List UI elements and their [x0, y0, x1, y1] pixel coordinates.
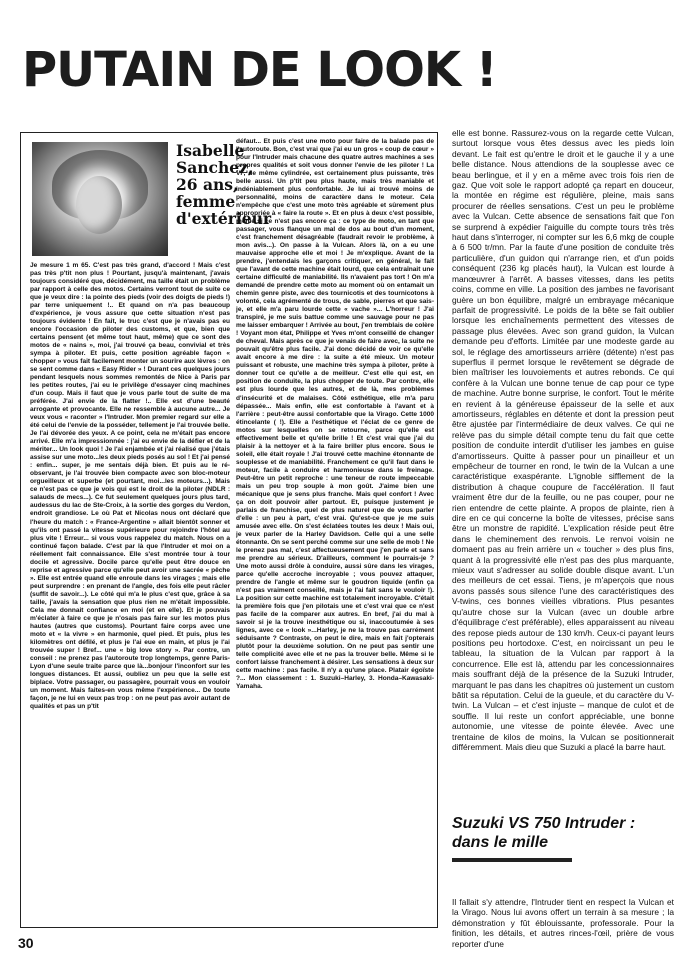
- profile-age: 26 ans,: [176, 175, 239, 194]
- section-subheading: [452, 814, 674, 852]
- testimonial-column-middle: défaut... Et puis c'est une moto pour faire de la balade pas de l'autoroute. Bon, c'est vrai que j'ai eu un gros « coup de cœur » pour l'Intruder mais chacune des quatre autres machines a ses propres qualités et soit vous donner l'envie de les piloter ! La VF, de même cylindrée, est certainement plus puissante, très belle aussi. Un p'tit peu plus haute, mais très maniable et indéniablement plus confortable. Je lui ai trouvé moins de personnalité, moins de caractère dans le moteur. Cela n'empêche que c'est une moto très agréable et sûrement plus appropriée à « faire la route ». Et en plus à deux c'est possible, même si ce n'est pas encore ça : ce type de moto, en tant que passager, vous flanque un mal de dos au bout d'un moment, c'est franchement désagréable (faudrait revoir le problème, à mon avis...). On passe à la Vulcan. Alors là, on a eu une mauvaise approche elle et moi ! Je m'explique. Avant de la prendre, j'entendais les garçons critiquer, en général, le fait que l'avant de cette machine était lourd, que cela entraînait une certaine difficulté de maniabilité. Ils n'avaient pas tort ! On m'a demandé de prendre cette moto au moment où on entamait un chemin genre piste, avec des tournicotis et des tournicotons à volonté, cela agrémenté de trous, de sable, pierres et que sais-je, et elle m'a paru lourde cette « vache »... L'horreur ! J'ai transpiré, je me suis battue comme une sauvage pour ne pas me laisser embarquer ! Arrivée au bout, j'en tremblais de colère ! Voyant mon état, Philippe et Yves m'ont conseillé de changer de cheval. Mais après ce que je venais de faire avec, la suite ne pouvait qu'être plus facile. J'ai donc décidé de voir ce qu'elle avait encore à me dire : la suite a été mieux. Un moteur puissant et robuste, une machine très sympa à piloter, prête à donner tout ce qu'elle a de meilleur. C'est elle qui est, en position de conduite, la plus chopper de toute. Par contre, elle est plus lourde que les autres, et de là, mes problèmes d'insécurité et de malaises. Côté esthétique, elle m'a paru dépassée... Mais enfin, elle est confortable à l'avant et à l'arrière : peut-être aussi confortable que la Virago. Cette 1000 étincelante ( !). Elle a l'esthétique et l'éclat de ce genre de motos sur lesquelles on se retourne, parce qu'elle est effectivement belle et qu'elle brille ! Et c'est vrai que j'ai du plaisir à la nettoyer et à la faire briller plus encore. Sous le soleil, elle était royale ! J'ai trouvé cette machine étonnante de souplesse et de maniabilité. Franchement ce qu'il faut dans le moteur, facile à conduire et harmonieuse dans le freinage. Peut-être un petit reproche : une teneur de route impeccable mais un peu trop souple à mon goût. J'aime bien une mécanique que je sens plus franche. Mais quel confort ! Avec ça on doit pouvoir aller partout. Et, puisque justement je parlais de franchise, quel de plus naturel que de vous parler d'elle : un peu à part, c'est vrai. Qu'est-ce que je me suis amusée avec elle. On s'est éclatées toutes les deux ! Mais oui, je veux parler de la Harley Davidson. Celle qui a une selle étonnante. On se sent perché comme sur une selle de mob ! Ne le prenez pas mal, c'est affectueusement que j'en parle et sans me prendre au sérieux. D'ailleurs, comment le pourrais-je ? Une moto aussi drôle à conduire, aussi sûre dans les virages, parce qu'elle accroche incroyable ; vous pouvez attaquer, prendre de l'angle et même sur le goudron liquide (enfin ça n'est pas vraiment conseillé, mais je l'ai fait sans le vouloir !). La position sur cette machine est totalement incroyable. C'était la première fois que j'en pilotais une et c'est vrai que ce n'est pas facile de la comparer aux autres. En bref, j'ai du mal à savoir si je la trouve inesthétique ou si, inaccoutumée à ses lignes, avec ce « look »...Harley, je ne la trouve pas carrément séduisante ? Contraste, on peut le dire, mais en fait j'opterais plutôt pour la deuxième solution. On ne peut pas sentir une telle complicité avec elle et ne pas la trouver belle. Même si le confort laisse franchement à désirer. Les sensations à deux sur cette machine : pas facile. Il n'y a qu'une place. Platair égoïste ?... Mon classement : 1. Suzuki–Harley, 3. Honda–Kawasaki-Yamaha.: [236, 138, 434, 691]
- page-number: 30: [18, 935, 34, 951]
- article-column-right: elle est bonne. Rassurez-vous on la regarde cette Vulcan, surtout lorsque vous êtes dessus avec les pieds loin devant. Le fait est qu'entre le droit et le gauche il y a une belle distance. Nous attendions de la souplesse avec ce beau berlingue, et il y en a même avec trois fois rien de gaz. Que voit sole le rapport adopté ça repart en douceur, la montée en régime est régulière, pleine, mais sans procurer de réelles sensations. C'est un peu le problème avec la Vulcan. Cette absence de sensations fait que l'on se surprend à expédier l'aiguille du compte tours très très haut dans s'interroger, ni compter sur les 6,6 mkg de couple à 6 500 tr/mn. Par la faute d'une position de conduite très particulière, d'un guidon qui n'arrange rien, et d'un poids conséquent (236 kg placés haut), la Vulcan est lourde à manœuvrer à l'arrêt. A basses vitesses, dans les petits coins, comme en ville. La position des jambes ne favorisant guère un bon équilibre, malgré un embrayage mécanique parfait de progressivité. Le poids de la bête se fait oublier lorsque les enchaînements permettent des vitesses de passage plus élevées. Avec son grand guidon, la Vulcan demande peu d'efforts. Limitée par une modeste garde au sol, le réglage des amortisseurs arrière (détente) n'est pas superflus il permet lorsque le revêtement se dégrade de bien maîtriser les louvoiements et autres rebonds. Ce qui confère à la Vulcan une bonne tenue de cap pour ce type de machine. Autre bonne surprise, le confort. Tout le mérite en revient à la généreuse épaisseur de la selle et aux amortisseurs, réglables en détente et dont la pression peut être ajustée par l'intermédiaire de deux valves. Ce qui ne relève pas du simple détail compte tenu du fait que cette position de conduite interdit d'utiliser les jambes en guise d'amortisseurs. Quitte à passer pour un pinailleur et un empêcheur de tourner en rond, le twin de la Vulcan a une caractéristique exaspérante. L'ignoble sifflement de la distribution à chaque coupure de l'accélération. Il faut vraiment être dur de la feuille, ou ne pas couper, pour ne rien entendre de cette plainte. A propos de plainte, rien à dire en ce qui concerne la boîte de vitesses, précise sans être un monstre de rapidité. L'explication réside peut être dans le cheminement des renvois. Le renvoi voisin ne domaent pas au frein arrière un « toucher » des plus fins, quant à la progressivité elle n'est pas des plus marquante, mieux vaut s'adresser au solide double disque avant. L'un des meilleurs de cet essai. Tiens, je m'aperçois que nous avons passés sous silence l'une des caractéristiques des V-twins, ces bonnes vieilles vibrations. Plus pesantes qu'autre chose sur la Vulcan (avec un double arbre d'équilibrage c'est préférable), elles apparaissent au niveau des repose pieds autour de 130 km/h. Ceux-ci payant leurs positions peu hortodoxe. C'est, en noircissant un peu le tableau, la situation de la Vulcan par rapport à la concurrence. Elle est là, attendu par les concessionnaires mais souffrant déjà de la présence de la Suzuki Intruder, marquant le pas dans les chapitres où justement un custom bâtit sa réputation. Celui de la gueule, et du caractère du V-twin. La Vulcan – et c'est injuste – manque de culot et de souffle. Il lui reste un confort appréciable, une bonne autonomie, une vitesse de pointe élevée. Avec une trentaine de kilos de moins, la Vulcan se positionnerait différemment. Mais dieu que Suzuki a placé la barre haut.: [452, 128, 674, 752]
- article-continuation: Il fallait s'y attendre, l'Intruder tient en respect la Vulcan et la Virago. Nous lui avons offert un terrain à sa mesure ; la démonstration y fût éblouissante, professorale. Pour la finition, les détails, et autres rinces-l'œil, prière de vous reporter d'une: [452, 897, 674, 949]
- page-headline: PUTAIN DE LOOK !: [22, 42, 497, 98]
- profile-name-last: Sanchez,: [176, 158, 254, 177]
- profile-role-2: d'extérieur: [176, 209, 272, 228]
- subheading-rule: [452, 858, 572, 862]
- testimonial-column-left: Je mesure 1 m 65. C'est pas très grand, d'accord ! Mais c'est pas très p'tit non plus ! Pourtant, jusqu'à maintenant, j'avais toujours considéré que, décidément, ma taille était un problème par rapport à celle des motos. Certains verront tout de suite ce que je veux dire : la pointe des pieds (voir des doigts de pieds !) par terre uniquement !.. Et quand on n'a pas beaucoup d'expérience, je vous assure que cette situation n'est pas toujours évidente ! En fait, le truc c'est que je n'avais pas eu encore l'occasion de piloter des customs, et que, bien que certains pensent (et même tout haut, même) que ce sont des motos de « nains », moi, j'ai trouvé ça beau, convivial et très sympa à piloter. Et puis, cette position agréable façon « chopper » vous fait facilement monter un sourire aux lèvres : on se sent comme dans « Easy Rider » ! Durant ces quelques jours pendant lesquels nous sommes remontés de Nice à Paris par les petites routes, j'ai eu le privilège d'essayer cinq machines d'un coup. Mais il faut que je vous parle tout de suite de ma préférée. J'ai envie de la flatter !.. Elle est d'une beauté arrogante et provocante. Elle ne ressemble à aucune autre... Je veux vous « raconter » l'Intruder. Mon premier regard sur elle a été celui de l'envie de la posséder, tellement je l'ai trouvée belle. Je l'ai dévorée des yeux. A ce point, cela ne m'était pas encore arrivé. Elle m'a impressionnée : j'ai eu envie de la défier et de la mériter... Un look quoi ! Je l'ai enjambée et j'ai réalisé que j'étais assise sur une moto...les deux pieds posés au sol ! Et j'ai pensé : enfin... super, je me sentais déjà bien. Et puis au le ré-observant, je l'ai trouvée bien compacte avec son bloc-moteur orgueilleux et superbe (et pourtant, moi...les moteurs...). Mais ce n'est pas ce que je vois qui est le droit de la piloter (NDLR : salauds de mecs...). Ce fut seulement quelques jours plus tard, audessus du lac de Ste-Croix, à la sortie des gorges du Verdon, endroit grandiose. Le où Pat et Nicolas nous ont déclaré que l'heure du match : « France-Argentine » allait bientôt sonner et qu'ils ont passé la vitesse supérieure pour rejoindre l'hôtel au plus vite ! Erreur... si vous vous rappelez du match. Nous on a continué façon balade. C'est par là que l'Intruder et moi on a réellement fait connaissance. Elle s'est montrée tour à tour docile et agressive. Docile parce qu'elle peut être douce en reprise et agressive parce qu'elle peut avoir une sacrée « pêche ». Elle est entrée quand elle enroule dans les virages ; mais elle peut surprendre : en prenant de l'angle, des fois elle peut râcler (suffit de savoir...). Le côté qui m'a le plus c'est que, grâce à sa taille, j'avais la sensation que plus rien ne m'était impossible. Cela me donnait confiance en moi (et en elle). Et je pouvais m'éclater à faire ce que je n'osais pas faire sur les motos plus hautes (autres que customs). Pourtant faire corps avec une moto et « la vivre » en harmonie, quel pied. Et puis, plus les kilomètres ont défilé, et plus je l'ai eue en main, et plus je l'ai trouvée super ! Bref... une « big love story ». Par contre, un conseil : ne prenez pas l'autoroute trop longtemps, genre Paris-Lyon d'une seule traite parce que là...bonjour l'inconfort sur les longues distances. Et aussi, oubliez un peu que la selle est biplace. Votre passager, ou passagère, pourrait vous en vouloir un moment. Mais faites-en vous même l'expérience... De toute façon, je ne lui en veux pas trop : on ne peut pas avoir autant de qualités et pas un p'tit: [30, 262, 230, 710]
- portrait-face: [76, 176, 122, 234]
- portrait-photo: [32, 142, 168, 256]
- profile-role-1: femme: [176, 192, 236, 211]
- subheading-line-1: Suzuki VS 750 Intruder :: [452, 815, 636, 832]
- subheading-line-2: dans le mille: [452, 834, 549, 851]
- profile-name-first: Isabelle: [176, 141, 245, 160]
